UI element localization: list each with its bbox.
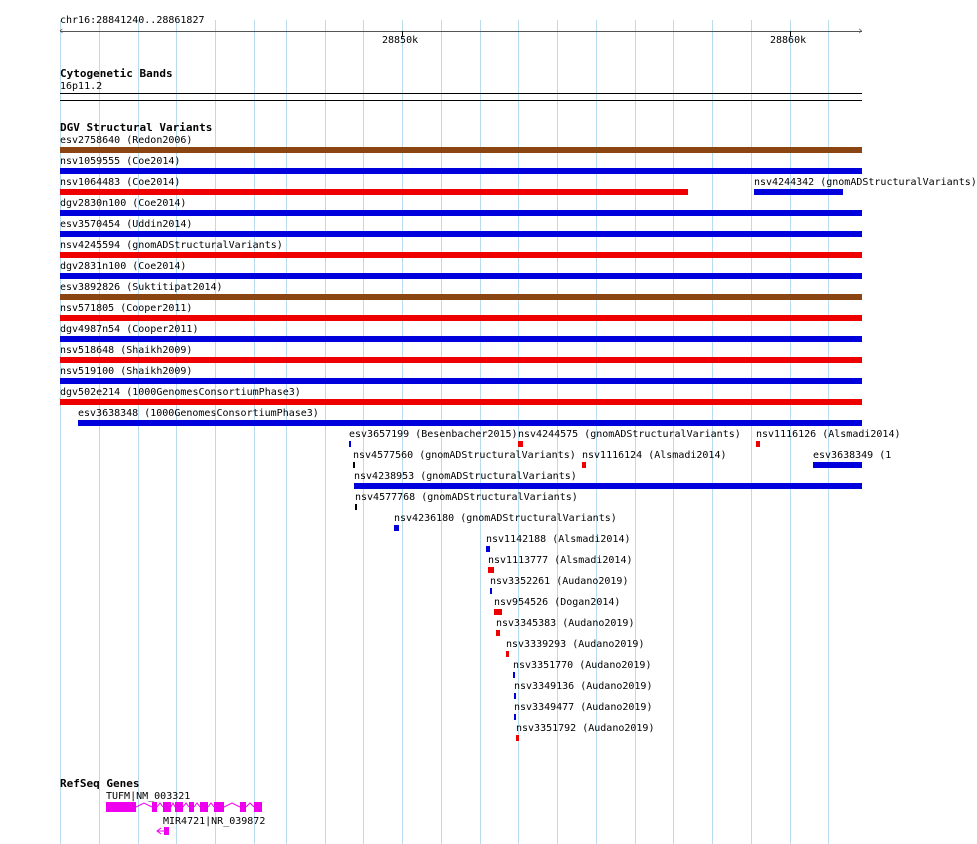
gene-label-mir4721[interactable]: MIR4721|NR_039872 xyxy=(163,816,266,827)
variant-bar[interactable] xyxy=(60,189,688,195)
variant-label[interactable]: nsv4245594 (gnomADStructuralVariants) xyxy=(60,240,283,251)
variant-label[interactable]: nsv954526 (Dogan2014) xyxy=(494,597,621,608)
variant-label[interactable]: nsv3351770 (Audano2019) xyxy=(513,660,652,671)
variant-label[interactable]: esv2758640 (Redon2006) xyxy=(60,135,193,146)
variant-bar[interactable] xyxy=(60,147,862,153)
cytoband-line-top xyxy=(60,93,862,94)
variant-bar[interactable] xyxy=(60,399,862,405)
variant-bar[interactable] xyxy=(488,567,494,573)
variant-label[interactable]: esv3638348 (1000GenomesConsortiumPhase3) xyxy=(78,408,319,419)
variant-bar[interactable] xyxy=(490,588,492,594)
cytoband-label: 16p11.2 xyxy=(60,81,103,92)
variant-label[interactable]: nsv4577768 (gnomADStructuralVariants) xyxy=(355,492,578,503)
variant-label[interactable]: nsv518648 (Shaikh2009) xyxy=(60,345,193,356)
variant-label[interactable]: esv3638349 (1 xyxy=(813,450,892,461)
variant-label[interactable]: nsv571805 (Cooper2011) xyxy=(60,303,193,314)
track-title-refseq: RefSeq Genes xyxy=(60,777,140,790)
variant-label[interactable]: nsv1116126 (Alsmadi2014) xyxy=(756,429,901,440)
variant-bar[interactable] xyxy=(60,294,862,300)
variant-bar[interactable] xyxy=(60,357,862,363)
grid-line xyxy=(751,20,752,844)
variant-label[interactable]: nsv3345383 (Audano2019) xyxy=(496,618,635,629)
variant-bar[interactable] xyxy=(60,231,862,237)
variant-bar[interactable] xyxy=(394,525,399,531)
variant-label[interactable]: nsv519100 (Shaikh2009) xyxy=(60,366,193,377)
variant-bar[interactable] xyxy=(60,210,862,216)
variant-label[interactable]: nsv1059555 (Coe2014) xyxy=(60,156,181,167)
ruler-left-arrow-icon: ‹ xyxy=(58,24,65,37)
variant-bar[interactable] xyxy=(60,315,862,321)
variant-bar[interactable] xyxy=(60,252,862,258)
variant-label[interactable]: nsv3339293 (Audano2019) xyxy=(506,639,645,650)
variant-label[interactable]: nsv3349136 (Audano2019) xyxy=(514,681,653,692)
variant-bar[interactable] xyxy=(60,378,862,384)
variant-bar[interactable] xyxy=(78,420,862,426)
gene-model-mir4721[interactable] xyxy=(155,826,171,836)
track-title-cytobands: Cytogenetic Bands xyxy=(60,67,173,80)
variant-label[interactable]: nsv4238953 (gnomADStructuralVariants) xyxy=(354,471,577,482)
variant-label[interactable]: nsv1116124 (Alsmadi2014) xyxy=(582,450,727,461)
ruler-right-arrow-icon: › xyxy=(857,24,864,37)
variant-label[interactable]: dgv2830n100 (Coe2014) xyxy=(60,198,187,209)
variant-bar[interactable] xyxy=(60,273,862,279)
variant-bar[interactable] xyxy=(813,462,862,468)
variant-label[interactable]: nsv1142188 (Alsmadi2014) xyxy=(486,534,631,545)
variant-bar[interactable] xyxy=(516,735,519,741)
variant-label[interactable]: nsv1064483 (Coe2014) xyxy=(60,177,181,188)
variant-label[interactable]: nsv4236180 (gnomADStructuralVariants) xyxy=(394,513,617,524)
variant-label[interactable]: nsv4577560 (gnomADStructuralVariants) xyxy=(353,450,576,461)
variant-label[interactable]: nsv3349477 (Audano2019) xyxy=(514,702,653,713)
track-title-dgv: DGV Structural Variants xyxy=(60,121,213,134)
variant-label[interactable]: dgv502e214 (1000GenomesConsortiumPhase3) xyxy=(60,387,301,398)
variant-bar[interactable] xyxy=(353,462,355,468)
variant-bar[interactable] xyxy=(355,504,357,510)
gene-model-tufm[interactable] xyxy=(104,800,266,814)
variant-bar[interactable] xyxy=(514,714,516,720)
variant-label[interactable]: dgv2831n100 (Coe2014) xyxy=(60,261,187,272)
variant-bar[interactable] xyxy=(756,441,760,447)
grid-line xyxy=(215,20,216,844)
variant-bar[interactable] xyxy=(494,609,502,615)
ruler-line xyxy=(60,31,862,32)
variant-bar[interactable] xyxy=(513,672,515,678)
variant-bar[interactable] xyxy=(349,441,351,447)
ruler-range-label: chr16:28841240..28861827 xyxy=(60,15,205,26)
ruler-tick-label: 28850k xyxy=(382,35,419,46)
variant-bar[interactable] xyxy=(60,168,862,174)
variant-label[interactable]: nsv1113777 (Alsmadi2014) xyxy=(488,555,633,566)
variant-label[interactable]: dgv4987n54 (Cooper2011) xyxy=(60,324,199,335)
gene-label-tufm[interactable]: TUFM|NM_003321 xyxy=(106,791,191,802)
variant-bar[interactable] xyxy=(754,189,843,195)
variant-label[interactable]: nsv4244575 (gnomADStructuralVariants) xyxy=(518,429,741,440)
variant-label[interactable]: nsv4244342 (gnomADStructuralVariants) xyxy=(754,177,977,188)
variant-label[interactable]: nsv3352261 (Audano2019) xyxy=(490,576,629,587)
variant-bar[interactable] xyxy=(582,462,586,468)
variant-label[interactable]: nsv3351792 (Audano2019) xyxy=(516,723,655,734)
cytoband-line-bottom xyxy=(60,100,862,101)
variant-bar[interactable] xyxy=(496,630,500,636)
ruler-tick-label: 28860k xyxy=(770,35,807,46)
grid-line xyxy=(286,20,287,844)
grid-line xyxy=(254,20,255,844)
variant-bar[interactable] xyxy=(486,546,490,552)
variant-bar[interactable] xyxy=(60,336,862,342)
grid-line xyxy=(325,20,326,844)
variant-bar[interactable] xyxy=(518,441,523,447)
variant-bar[interactable] xyxy=(514,693,516,699)
variant-label[interactable]: esv3657199 (Besenbacher2015) xyxy=(349,429,518,440)
variant-bar[interactable] xyxy=(506,651,509,657)
variant-label[interactable]: esv3892826 (Suktitipat2014) xyxy=(60,282,223,293)
variant-label[interactable]: esv3570454 (Uddin2014) xyxy=(60,219,193,230)
variant-bar[interactable] xyxy=(354,483,862,489)
